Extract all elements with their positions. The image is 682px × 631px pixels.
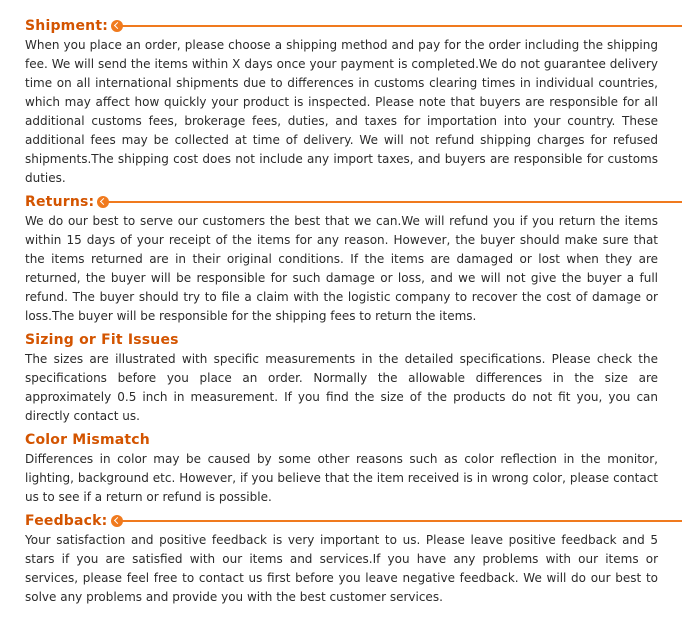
returns-heading-row [25,192,658,212]
returns-heading: Returns: [25,194,95,210]
shipment-heading-row [25,16,658,36]
feedback-text: Your satisfaction and positive feedback is very important to us. Please leave positive feedback and 5 stars if you are satisfied with our items and services.If you have any problems with our items or services, please feel free to contact us first before you leave negative feedback. We will do our best to solve any problems and provide you with the best customer services. [25,533,658,604]
sizing-section [25,330,658,426]
sizing-heading: Sizing or Fit Issues [25,332,179,348]
returns-section [25,192,658,326]
sizing-text: The sizes are illustrated with specific measurements in the detailed specifications. Please check the specifications before you place an order. Normally the allowable differences in the size are approximately 0.5 inch in measurement. If you find the size of the products do not fit you, you can directly contact us. [25,352,658,423]
returns-text: We do our best to serve our customers the best that we can.We will refund you if you return the items within 15 days of your receipt of the items for any reason. However, the buyer should make sure that the items returned are in their original conditions. If the items are damaged or lost when they are returned, the buyer will be responsible for such damage or loss, and we will not give the buyer a full refund. The buyer should try to file a claim with the logistic company to recover the cost of damage or loss.The buyer will be responsible for the shipping fees to return the items. [25,214,658,323]
section-divider [118,25,682,27]
shipment-text: When you place an order, please choose a shipping method and pay for the order including the shipping fee. We will send the items within X days once your payment is completed.We do not guarantee delivery time on all international shipments due to differences in customs clearing times in individual countries, which may affect how quickly your product is inspected. Please note that buyers are responsible for all additional customs fees, brokerage fees, duties, and taxes for importation into your country. These additional fees may be collected at time of delivery. We will not refund shipping charges for refused shipments.The shipping cost does not include any import taxes, and buyers are responsible for customs duties. [25,38,658,185]
shipment-heading: Shipment: [25,18,109,34]
section-divider [105,201,682,203]
policy-page [25,16,658,607]
chevron-left-circle-icon [111,515,123,527]
color-text: Differences in color may be caused by some other reasons such as color reflection in the monitor, lighting, background etc. However, if you believe that the item received is in wrong color, please contact us to see if a return or refund is possible. [25,452,658,504]
feedback-section [25,511,658,607]
shipment-section [25,16,658,188]
color-section [25,430,658,507]
feedback-heading: Feedback: [25,513,108,529]
chevron-left-circle-icon [97,196,109,208]
feedback-heading-row [25,511,658,531]
section-divider [121,520,682,522]
chevron-left-circle-icon [111,20,123,32]
color-heading: Color Mismatch [25,432,150,448]
sizing-heading-row [25,330,658,350]
color-heading-row [25,430,658,450]
